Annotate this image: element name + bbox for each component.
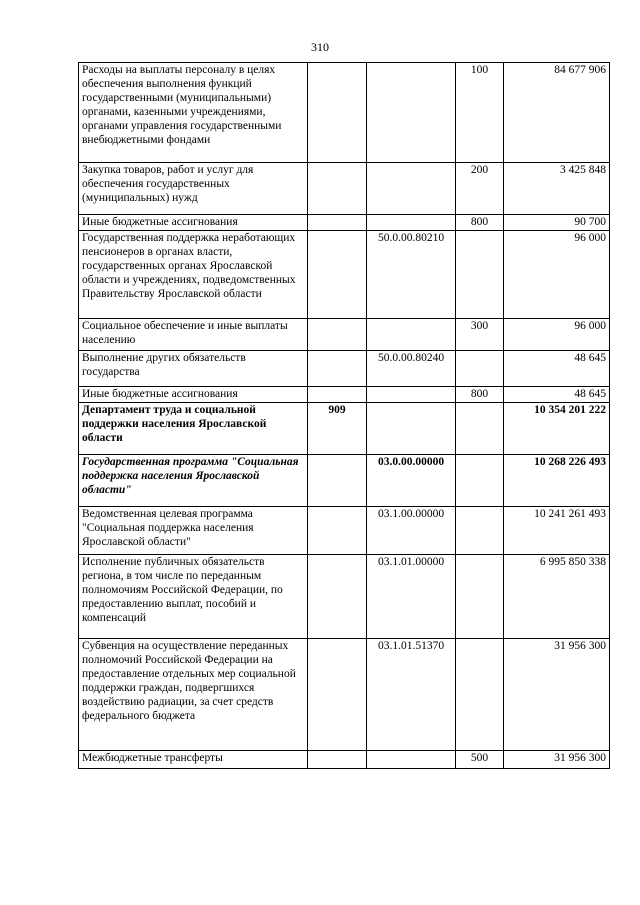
row-expense-type xyxy=(456,507,504,555)
row-target-code xyxy=(367,403,456,455)
row-name: Исполнение публичных обязательств региона, в том числе по переданным полномочиям Российской Федерации, по предоставлению выплат, пособий и компенсаций xyxy=(79,555,308,639)
row-target-code: 50.0.00.80210 xyxy=(367,231,456,319)
table-row xyxy=(79,163,610,215)
row-expense-type: 800 xyxy=(456,387,504,403)
row-amount: 84 677 906 xyxy=(504,63,610,163)
row-expense-type xyxy=(456,351,504,387)
row-amount: 6 995 850 338 xyxy=(504,555,610,639)
row-name: Выполнение других обязательств государства xyxy=(79,351,308,387)
row-name: Закупка товаров, работ и услуг для обеспечения государственных (муниципальных) нужд xyxy=(79,163,308,215)
table-row xyxy=(79,507,610,555)
row-dept-code xyxy=(308,319,367,351)
table-row xyxy=(79,63,610,163)
row-expense-type xyxy=(456,555,504,639)
row-expense-type: 200 xyxy=(456,163,504,215)
page-number: 310 xyxy=(311,40,329,54)
row-dept-code xyxy=(308,215,367,231)
row-name: Социальное обеспечение и иные выплаты населению xyxy=(79,319,308,351)
row-name: Иные бюджетные ассигнования xyxy=(79,387,308,403)
table-row xyxy=(79,751,610,769)
row-name: Департамент труда и социальной поддержки населения Ярославской области xyxy=(79,403,308,455)
row-expense-type: 100 xyxy=(456,63,504,163)
row-target-code: 03.0.00.00000 xyxy=(367,455,456,507)
row-dept-code xyxy=(308,555,367,639)
row-expense-type xyxy=(456,455,504,507)
budget-table-body xyxy=(79,63,610,769)
row-target-code xyxy=(367,319,456,351)
row-name: Межбюджетные трансферты xyxy=(79,751,308,769)
budget-table xyxy=(78,62,610,769)
row-dept-code xyxy=(308,507,367,555)
row-amount: 96 000 xyxy=(504,231,610,319)
row-expense-type xyxy=(456,639,504,751)
table-row xyxy=(79,215,610,231)
row-amount: 48 645 xyxy=(504,387,610,403)
row-amount: 10 354 201 222 xyxy=(504,403,610,455)
row-target-code: 50.0.00.80240 xyxy=(367,351,456,387)
table-row xyxy=(79,639,610,751)
row-amount: 31 956 300 xyxy=(504,751,610,769)
row-dept-code xyxy=(308,387,367,403)
row-amount: 48 645 xyxy=(504,351,610,387)
row-dept-code xyxy=(308,351,367,387)
row-dept-code: 909 xyxy=(308,403,367,455)
row-target-code xyxy=(367,387,456,403)
row-amount: 90 700 xyxy=(504,215,610,231)
row-target-code: 03.1.00.00000 xyxy=(367,507,456,555)
row-expense-type: 500 xyxy=(456,751,504,769)
table-row xyxy=(79,455,610,507)
row-dept-code xyxy=(308,455,367,507)
row-name: Иные бюджетные ассигнования xyxy=(79,215,308,231)
table-row xyxy=(79,387,610,403)
table-row xyxy=(79,319,610,351)
row-expense-type xyxy=(456,231,504,319)
table-row xyxy=(79,231,610,319)
row-target-code xyxy=(367,751,456,769)
row-target-code xyxy=(367,163,456,215)
table-row xyxy=(79,403,610,455)
row-name: Расходы на выплаты персоналу в целях обеспечения выполнения функций государственными (муниципальными) органами, казенными учреждениями, органами управления государственными внебюджетными фондами xyxy=(79,63,308,163)
row-amount: 3 425 848 xyxy=(504,163,610,215)
row-dept-code xyxy=(308,163,367,215)
row-dept-code xyxy=(308,63,367,163)
row-expense-type: 800 xyxy=(456,215,504,231)
row-name: Субвенция на осуществление переданных полномочий Российской Федерации на предоставление отдельных мер социальной поддержки граждан, подвергшихся воздействию радиации, за счет средств федерального бюджета xyxy=(79,639,308,751)
row-amount: 96 000 xyxy=(504,319,610,351)
row-dept-code xyxy=(308,639,367,751)
row-dept-code xyxy=(308,751,367,769)
row-name: Ведомственная целевая программа "Социальная поддержка населения Ярославской области" xyxy=(79,507,308,555)
row-amount: 31 956 300 xyxy=(504,639,610,751)
row-dept-code xyxy=(308,231,367,319)
row-amount: 10 268 226 493 xyxy=(504,455,610,507)
row-name: Государственная поддержка неработающих пенсионеров в органах власти, государственных органах Ярославской области и учреждениях, подведомственных Правительству Ярославской области xyxy=(79,231,308,319)
row-expense-type: 300 xyxy=(456,319,504,351)
row-target-code xyxy=(367,215,456,231)
row-target-code: 03.1.01.51370 xyxy=(367,639,456,751)
row-amount: 10 241 261 493 xyxy=(504,507,610,555)
row-name: Государственная программа "Социальная поддержка населения Ярославской области" xyxy=(79,455,308,507)
table-row xyxy=(79,351,610,387)
row-expense-type xyxy=(456,403,504,455)
row-target-code xyxy=(367,63,456,163)
table-row xyxy=(79,555,610,639)
row-target-code: 03.1.01.00000 xyxy=(367,555,456,639)
